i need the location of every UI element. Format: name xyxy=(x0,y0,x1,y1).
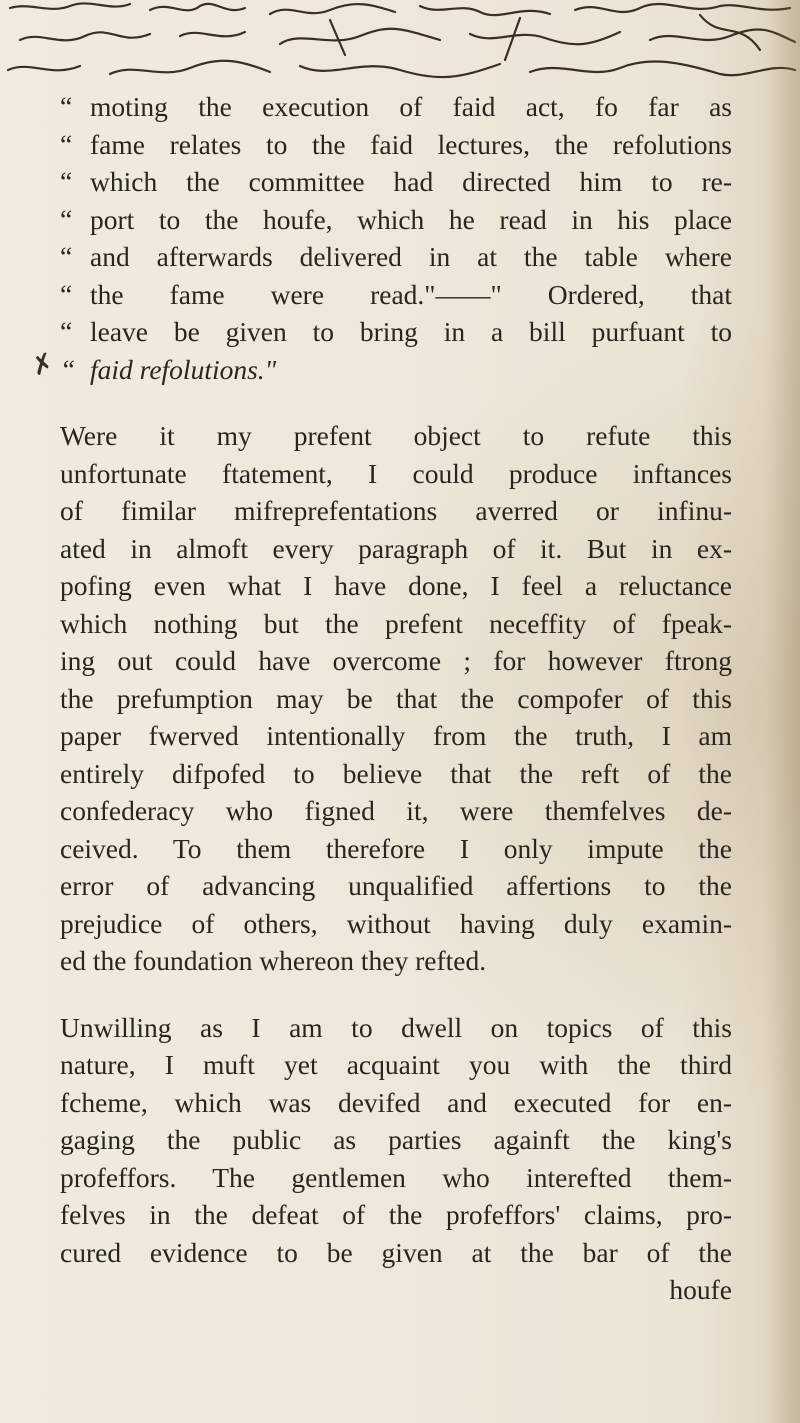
quote-line-1: “ moting the execution of faid act, fo far as xyxy=(60,91,732,122)
p2-line-6: felves in the defeat of the profeffors' claims, pro- xyxy=(60,1199,732,1230)
p2-line-1: Unwilling as I am to dwell on topics of this xyxy=(60,1011,732,1043)
quote-line-7: “ leave be given to bring in a bill purfuant to xyxy=(60,316,732,347)
margin-pen-mark: ✗ xyxy=(27,347,59,383)
p1-line-11: confederacy who figned it, were themfelves de- xyxy=(60,795,732,826)
p2-line-4: gaging the public as parties againft the king's xyxy=(60,1124,732,1155)
p1-line-2: unfortunate ftatement, I could produce inftances xyxy=(60,457,732,489)
p2-line-7: cured evidence to be given at the bar of the xyxy=(60,1236,732,1268)
p1-line-14: prejudice of others, without having duly examin- xyxy=(60,907,732,939)
quote-line-2: “ fame relates to the faid lectures, the refolutions xyxy=(60,128,732,160)
p1-line-1: Were it my prefent object to refute this xyxy=(60,420,732,451)
quote-line-8: “ faid refolutions." xyxy=(60,353,277,385)
p1-line-9: paper fwerved intentionally from the truth, I am xyxy=(60,720,732,751)
p2-line-3: fcheme, which was devifed and executed for en- xyxy=(60,1086,732,1118)
p1-line-12: ceived. To them therefore I only impute the xyxy=(60,832,732,864)
quote-line-4: “ port to the houfe, which he read in his place xyxy=(60,203,732,235)
quote-line-3: “ which the committee had directed him to re- xyxy=(60,166,732,197)
paragraph-2 xyxy=(60,1009,732,1272)
p2-line-5: profeffors. The gentlemen who interefted them- xyxy=(60,1161,732,1193)
p1-line-4: ated in almoft every paragraph of it. But in ex- xyxy=(60,532,732,564)
page-edge-shadow xyxy=(766,0,800,1423)
p1-line-7: ing out could have overcome ; for however ftrong xyxy=(60,645,732,676)
handwritten-scrawl xyxy=(0,0,800,100)
p1-line-10: entirely difpofed to believe that the reft of the xyxy=(60,757,732,789)
quote-line-5: “ and afterwards delivered in at the table where xyxy=(60,241,732,272)
p1-line-6: which nothing but the prefent neceffity of fpeak- xyxy=(60,607,732,639)
paragraph-1 xyxy=(60,417,732,980)
p1-line-13: error of advancing unqualified affertions to the xyxy=(60,870,732,901)
quote-line-6: “ the fame were read."——" Ordered, that xyxy=(60,278,732,310)
p1-line-8: the prefumption may be that the compofer of this xyxy=(60,682,732,714)
catchword: houfe xyxy=(669,1274,732,1305)
p1-line-15: ed the foundation whereon they refted. xyxy=(60,945,487,976)
p1-line-5: pofing even what I have done, I feel a reluctance xyxy=(60,570,732,601)
page-text xyxy=(60,88,732,1309)
p1-line-3: of fimilar mifreprefentations averred or infinu- xyxy=(60,495,732,526)
quote-block xyxy=(60,88,732,388)
p2-line-2: nature, I muft yet acquaint you with the third xyxy=(60,1049,732,1080)
